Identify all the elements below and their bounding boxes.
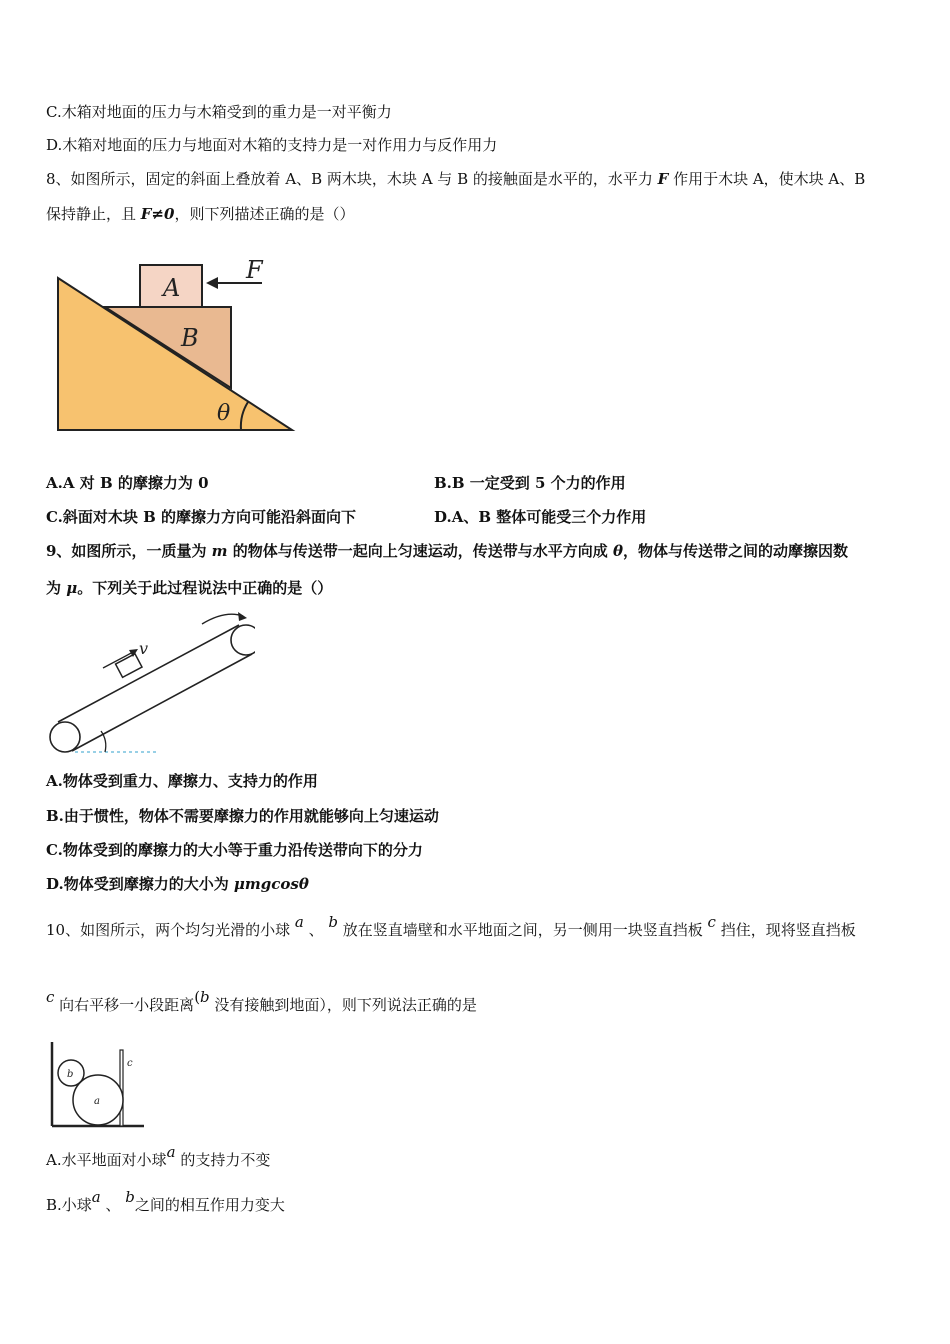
force-arrowhead [206,277,218,289]
top-roller [231,625,255,655]
q9-option-a: A.物体受到重力、摩擦力、支持力的作用 [46,772,318,790]
q8-incline-figure [50,250,300,440]
label-f: F [246,256,263,284]
rotation-arrow [202,614,243,624]
q7-option-d: D.木箱对地面的压力与地面对木箱的支持力是一对作用力与反作用力 [46,136,498,154]
q8-stem-line2: 保持静止，且 F≠0，则下列描述正确的是（） [46,205,355,223]
q9-stem-line2: 为 μ。下列关于此过程说法中正确的是（） [46,579,333,597]
q9-option-d: D.物体受到摩擦力的大小为 μmgcosθ [46,875,309,893]
label-ball-b: b [67,1069,74,1080]
label-ball-a: a [94,1096,100,1107]
q9-conveyor-figure [45,610,255,760]
conveyor-top-belt [58,625,239,722]
q10-stem-line1: 10、如图所示，两个均匀光滑的小球 a 、 b 放在竖直墙壁和水平地面之间，另一侧用一块竖直挡板 c 挡住，现将竖直挡板 [46,913,856,939]
conveyor-bottom-belt [72,654,252,751]
q8-option-a: A.A 对 B 的摩擦力为 0 [46,474,209,492]
q9-option-c: C.物体受到的摩擦力的大小等于重力沿传送带向下的分力 [46,841,423,859]
q10-option-a: A.水平地面对小球a 的支持力不变 [46,1143,271,1169]
q8-stem-line1: 8、如图所示，固定的斜面上叠放着 A、B 两木块，木块 A 与 B 的接触面是水平的，水平力 F 作用于木块 A，使木块 A、B [46,170,866,188]
q10-balls-figure [46,1038,150,1132]
label-theta: θ [217,401,231,426]
label-v: v [139,639,149,658]
label-a: A [163,274,181,302]
q9-option-b: B.由于惯性，物体不需要摩擦力的作用就能够向上匀速运动 [46,807,439,825]
rotation-arrowhead [238,612,247,621]
q7-option-c: C.木箱对地面的压力与木箱受到的重力是一对平衡力 [46,103,392,121]
label-b: B [181,324,199,352]
q10-option-b: B.小球a 、 b之间的相互作用力变大 [46,1188,285,1214]
q10-stem-line2: c 向右平移一小段距离(b 没有接触到地面），则下列说法正确的是 [46,988,477,1014]
bottom-roller [50,722,80,752]
q9-stem-line1: 9、如图所示，一质量为 m 的物体与传送带一起向上匀速运动，传送带与水平方向成 θ，物体与传送带之间的动摩擦因数 [46,542,849,560]
label-baffle-c: c [127,1058,133,1069]
q8-option-c: C.斜面对木块 B 的摩擦力方向可能沿斜面向下 [46,508,357,526]
q8-option-d: D.A、B 整体可能受三个力作用 [434,508,647,526]
q8-option-b: B.B 一定受到 5 个力的作用 [434,474,626,492]
